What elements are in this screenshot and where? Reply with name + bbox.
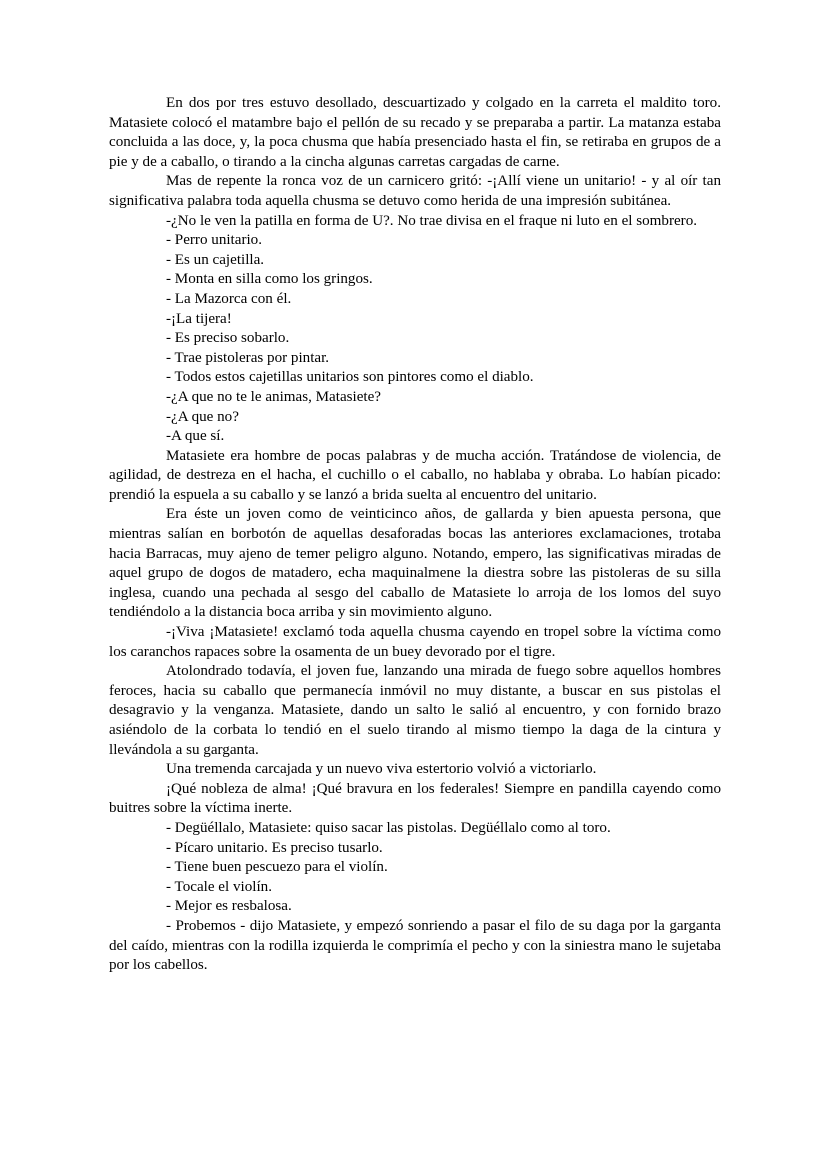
dialogue-line: - La Mazorca con él. [166, 290, 292, 307]
dialogue-line: - Monta en silla como los gringos. [166, 271, 373, 288]
body-paragraph: Atolondrado todavía, el joven fue, lanzando una mirada de fuego sobre aquellos hombres feroces, hacia su caballo que permanecía inmóvil no muy distante, a buscar en sus pistolas el desagravio y la venganza. Matasiete, dando un salto le salió al encuentro, y con fornido brazo asiéndolo de la corbata lo tendió en el suelo tirando al mismo tiempo la daga de la cintura y llevándola a su garganta. [109, 663, 721, 758]
dialogue-line: - Perro unitario. [166, 232, 262, 249]
dialogue-line: - Tiene buen pescuezo para el violín. [166, 859, 388, 876]
body-paragraph: -¿No le ven la patilla en forma de U?. No trae divisa en el fraque ni luto en el sombrero. [166, 212, 698, 229]
dialogue-line: -A que sí. [166, 428, 225, 445]
body-paragraph: -¡Viva ¡Matasiete! exclamó toda aquella chusma cayendo en tropel sobre la víctima como los caranchos rapaces sobre la osamenta de un buey devorado por el tigre. [109, 624, 721, 660]
body-paragraph: Mas de repente la ronca voz de un carnicero gritó: -¡Allí viene un unitario! - y al oír tan significativa palabra toda aquella chusma se detuvo como herida de una impresión subitánea. [109, 173, 721, 209]
body-paragraph: ¡Qué nobleza de alma! ¡Qué bravura en los federales! Siempre en pandilla cayendo como buitres sobre la víctima inerte. [109, 780, 721, 817]
dialogue-line: - Es un cajetilla. [166, 251, 265, 268]
dialogue-line: - Todos estos cajetillas unitarios son pintores como el diablo. [166, 369, 534, 386]
dialogue-line: -¿A que no te le animas, Matasiete? [166, 388, 382, 405]
body-paragraph: Matasiete era hombre de pocas palabras y de mucha acción. Tratándose de violencia, de agilidad, de destreza en el hacha, el cuchillo o el caballo, no hablaba y obraba. Lo habían picado: prendió la espuela a su caballo y se lanzó a brida suelta al encuentro del unitario. [109, 447, 721, 503]
body-paragraph: - Probemos - dijo Matasiete, y empezó sonriendo a pasar el filo de su daga por la garganta del caído, mientras con la rodilla izquierda le comprimía el pecho y con la siniestra mano le sujetaba por los cabellos. [109, 917, 721, 974]
dialogue-line: - Pícaro unitario. Es preciso tusarlo. [166, 839, 383, 856]
body-text-column [109, 94, 721, 976]
dialogue-line: - Tocale el violín. [166, 878, 272, 895]
dialogue-line: -¡La tijera! [166, 310, 232, 327]
body-paragraph: Una tremenda carcajada y un nuevo viva estertorio volvió a victoriarlo. [166, 761, 597, 778]
dialogue-line: -¿A que no? [166, 408, 239, 425]
body-paragraph: En dos por tres estuvo desollado, descuartizado y colgado en la carreta el maldito toro. Matasiete colocó el matambre bajo el pellón de su recado y se preparaba a partir. La matanza estaba concluida a las doce, y, la poca chusma que había presenciado hasta el fin, se retiraba en grupos de a pie y de a caballo, o tirando a la cincha algunas carretas cargadas de carne. [109, 95, 721, 170]
dialogue-line: - Trae pistoleras por pintar. [166, 349, 330, 366]
body-paragraph: Era éste un joven como de veinticinco años, de gallarda y bien apuesta persona, que mientras salían en borbotón de aquellas desaforadas bocas las anteriores exclamaciones, trotaba hacia Barracas, muy ajeno de temer peligro alguno. Notando, empero, las significativas miradas de aquel grupo de dogos de matadero, echa maquinalmene la diestra sobre las pistoleras de su silla inglesa, cuando una pechada al sesgo del caballo de Matasiete lo arroja de los lomos del suyo tendiéndolo a la distancia boca arriba y sin movimiento alguno. [109, 506, 721, 621]
dialogue-line: - Degüéllalo, Matasiete: quiso sacar las pistolas. Degüéllalo como al toro. [166, 819, 611, 836]
dialogue-line: - Mejor es resbalosa. [166, 898, 292, 915]
dialogue-line: - Es preciso sobarlo. [166, 330, 290, 347]
